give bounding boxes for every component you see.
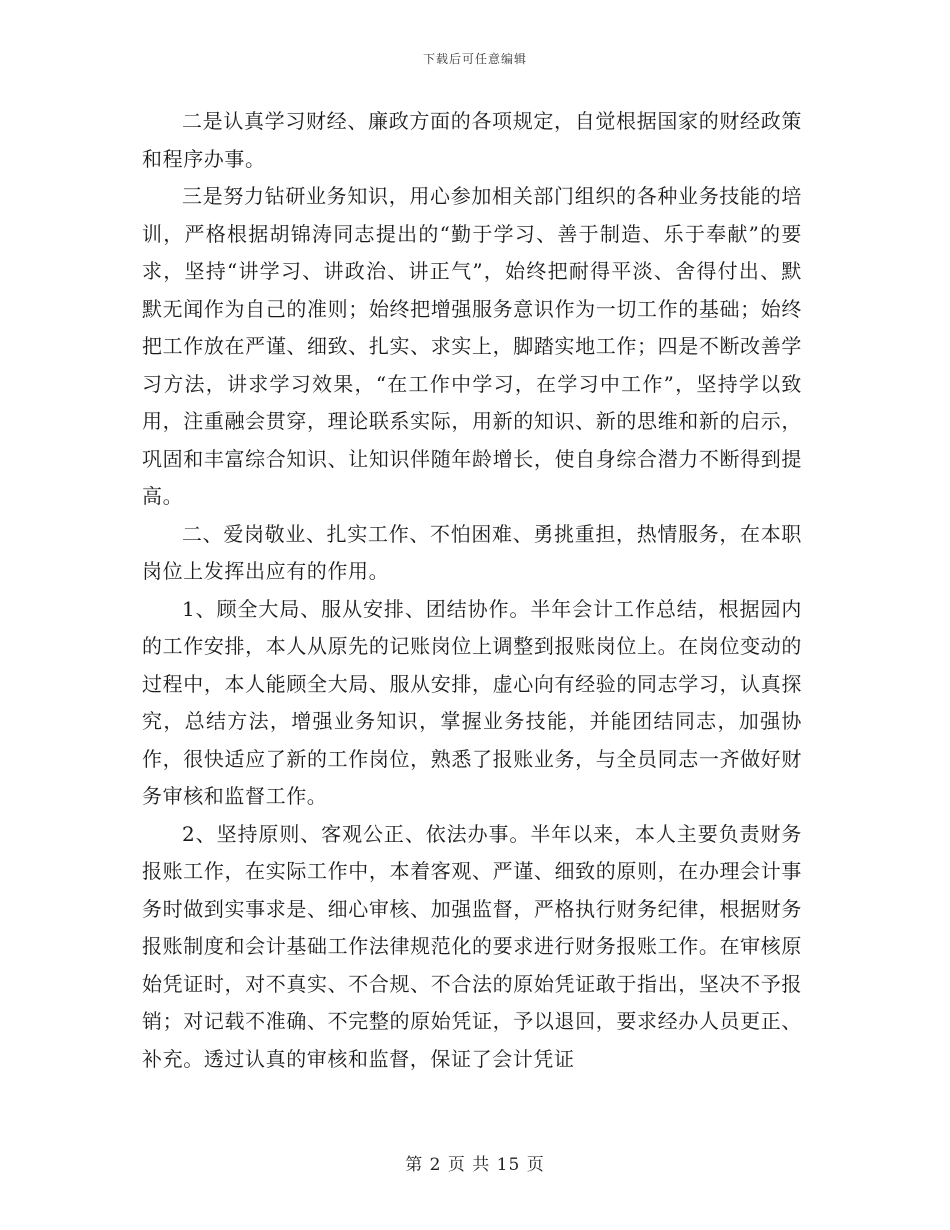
page-header: 下载后可任意编辑	[422, 52, 527, 66]
page-number-footer: 第 2 页 共 15 页	[405, 1155, 545, 1175]
paragraph-1: 二是认真学习财经、廉政方面的各项规定，自觉根据国家的财经政策和程序办事。	[142, 109, 802, 171]
paragraph-2: 三是努力钻研业务知识，用心参加相关部门组织的各种业务技能的培训，严格根据胡锦涛同志提出的“勤于学习、善于制造、乐于奉献”的要求，坚持“讲学习、讲政治、讲正气”，始终把耐得平淡、舍得付出、默默无闻作为自己的准则；始终把增强服务意识作为一切工作的基础；始终把工作放在严谨、细致、扎实、求实上，脚踏实地工作；四是不断改善学习方法，讲求学习效果，“在工作中学习，在学习中工作”，坚持学以致用，注重融会贯穿，理论联系实际，用新的知识、新的思维和新的启示，巩固和丰富综合知识、让知识伴随年龄增长，使自身综合潜力不断得到提高。	[142, 184, 802, 508]
paragraph-4: 1、顾全大局、服从安排、团结协作。半年会计工作总结，根据园内的工作安排，本人从原先的记账岗位上调整到报账岗位上。在岗位变动的过程中，本人能顾全大局、服从安排，虚心向有经验的同志学习，认真探究，总结方法，增强业务知识，掌握业务技能，并能团结同志，加强协作，很快适应了新的工作岗位，熟悉了报账业务，与全员同志一齐做好财务审核和监督工作。	[142, 596, 802, 808]
paragraph-5: 2、坚持原则、客观公正、依法办事。半年以来，本人主要负责财务报账工作，在实际工作中，本着客观、严谨、细致的原则，在办理会计事务时做到实事求是、细心审核、加强监督，严格执行财务纪律，根据财务报账制度和会计基础工作法律规范化的要求进行财务报账工作。在审核原始凭证时，对不真实、不合规、不合法的原始凭证敢于指出，坚决不予报销；对记载不准确、不完整的原始凭证，予以退回，要求经办人员更正、补充。透过认真的审核和监督，保证了会计凭证	[142, 821, 802, 1071]
paragraph-3: 二、爱岗敬业、扎实工作、不怕困难、勇挑重担，热情服务，在本职岗位上发挥出应有的作用。	[142, 521, 802, 583]
document-body	[142, 103, 802, 1078]
